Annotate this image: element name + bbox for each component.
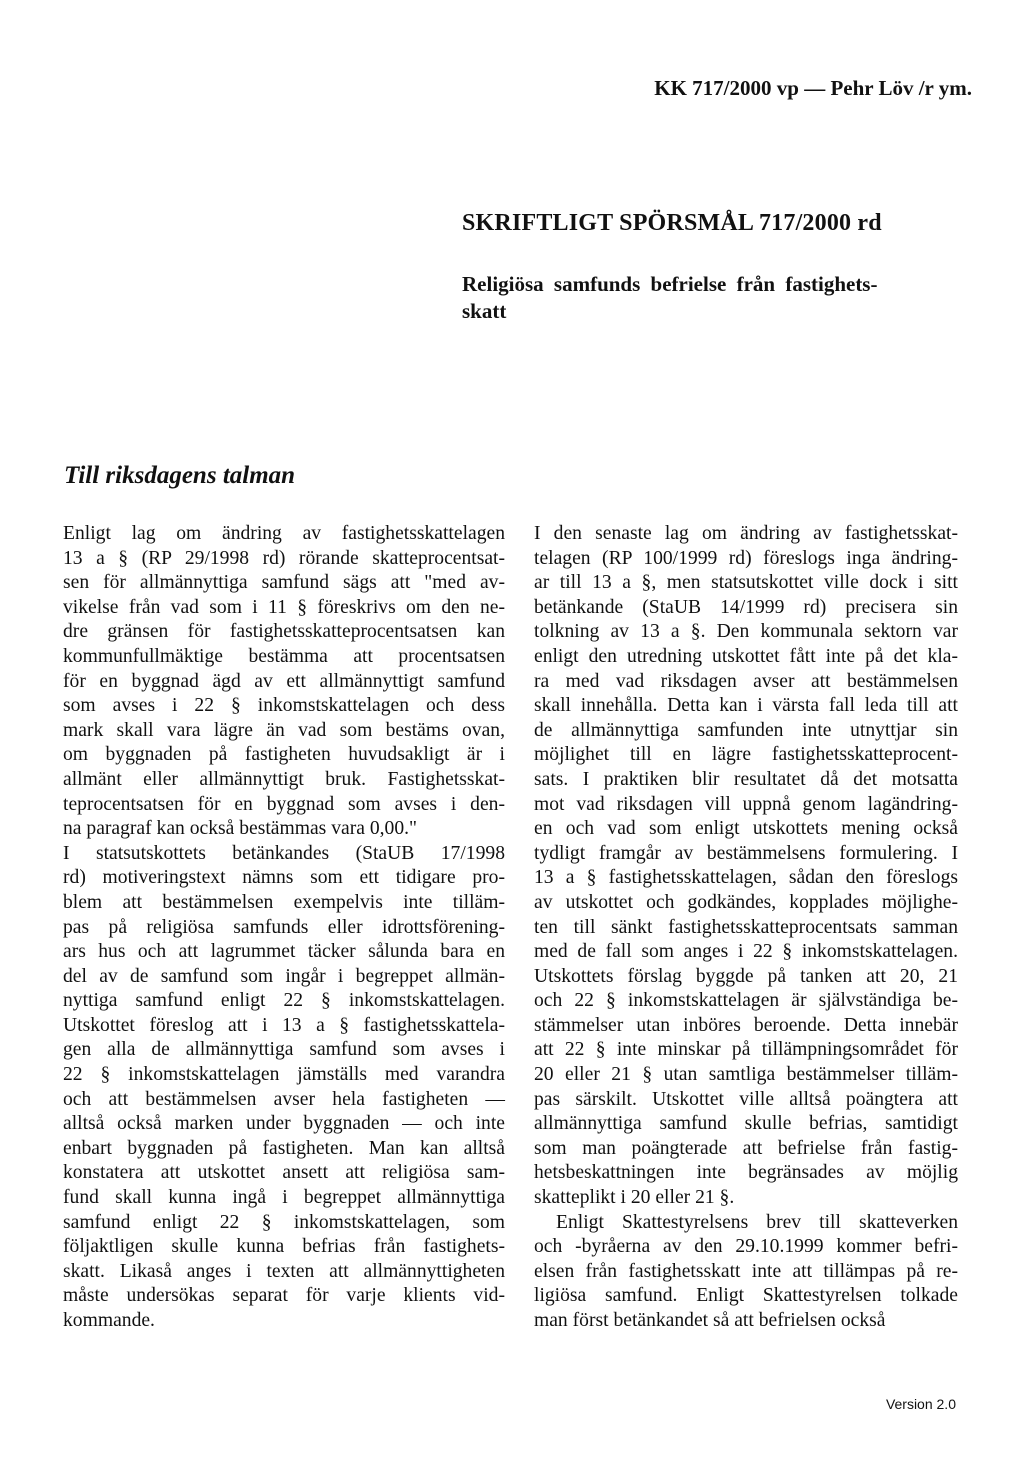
text-line: och att bestämmelsen avser hela fastigheten — — [63, 1088, 505, 1110]
text-line: stämmelser utan inböres beroende. Detta innebär — [534, 1014, 958, 1036]
text-line: fund skall kunna ingå i begreppet allmännyttiga — [63, 1187, 505, 1209]
text-line: del av de samfund som ingår i begreppet allmän- — [63, 965, 505, 987]
text-line: kommunfullmäktige bestämma att procentsatsen — [63, 645, 505, 667]
text-line: tydligt framgår av bestämmelsens formulering. I — [534, 842, 958, 864]
text-line: vikelse från vad som i 11 § föreskrivs om den ne- — [63, 596, 505, 618]
text-line: ars hus och att lagrummet täcker sålunda bara en — [63, 941, 505, 963]
text-line: I den senaste lag om ändring av fastighetsskat- — [534, 523, 958, 544]
text-line: alltså också marken under byggnaden — och inte — [63, 1113, 505, 1135]
text-line: möjlighet till en lägre fastighetsskatteprocent- — [534, 744, 958, 766]
text-line: en och vad som enligt utskottets mening också — [534, 818, 958, 840]
text-line: Enligt Skattestyrelsens brev till skatteverken — [556, 1211, 958, 1233]
text-line: hetsbeskattningen inte begränsades av möjlig — [534, 1162, 958, 1184]
text-line: med de fall som anges i 22 § inkomstskattelagen. — [534, 941, 958, 963]
document-subject — [462, 271, 982, 325]
text-line: man först betänkandet så att befrielsen också — [534, 1310, 886, 1331]
text-line: följaktligen skulle kunna befrias från fastighets- — [63, 1236, 505, 1258]
text-line: rd) motiveringstext nämns som ett tidigare pro- — [63, 867, 505, 889]
text-line: Utskottets förslag byggde på tanken att 20, 21 — [534, 965, 958, 987]
text-line: ten till sänkt fastighetsskatteprocentsats samman — [534, 916, 958, 938]
text-line: som avses i 22 § inkomstskattelagen och dess — [63, 695, 505, 717]
text-line: pas på religiösa samfunds eller idrottsförening- — [63, 916, 505, 938]
text-line: 13 a § (RP 29/1998 rd) rörande skatteprocentsat- — [63, 547, 505, 569]
text-line: nyttiga samfund enligt 22 § inkomstskattelagen. — [63, 990, 505, 1012]
text-line: om byggnaden på fastigheten huvudsakligt är i — [63, 744, 505, 766]
text-line: av utskottet och godkändes, kopplades möjlighe- — [534, 891, 958, 913]
text-line: 13 a § fastighetsskattelagen, sådan den föreslogs — [534, 867, 958, 889]
text-line: ar till 13 a §, men statsutskottet ville dock i sitt — [534, 572, 958, 594]
text-line: allmännyttiga samfund skulle befrias, samtidigt — [534, 1113, 958, 1135]
text-line: skatt. Likaså anges i texten att allmännyttigheten — [63, 1260, 505, 1282]
document-reference: KK 717/2000 vp — Pehr Löv /r ym. — [654, 76, 972, 100]
text-line: skatteplikt i 20 eller 21 §. — [534, 1187, 735, 1209]
subject-line-2: skatt — [462, 299, 507, 323]
text-line: kommande. — [63, 1310, 155, 1331]
text-line: 22 § inkomstskattelagen jämställs med varandra — [63, 1064, 505, 1086]
text-line: elsen från fastighetsskatt inte att tillämpas på re- — [534, 1260, 958, 1282]
text-line: och -byråerna av den 29.10.1999 kommer befri- — [534, 1236, 958, 1258]
text-line: Enligt lag om ändring av fastighetsskattelagen — [63, 523, 505, 544]
text-line: ligiösa samfund. Enligt Skattestyrelsen tolkade — [534, 1285, 958, 1307]
text-line: och 22 § inkomstskattelagen är självständiga be- — [534, 990, 958, 1012]
text-line: I statsutskottets betänkandes (StaUB 17/1998 — [63, 842, 505, 864]
left-text-column — [63, 522, 505, 1334]
text-line: för en byggnad ägd av ett allmännyttigt samfund — [63, 670, 505, 692]
text-line: skall innehålla. Detta kan i värsta fall leda till att — [534, 695, 958, 717]
text-line: dre gränsen för fastighetsskatteprocentsatsen kan — [63, 621, 505, 643]
text-line: na paragraf kan också bestämmas vara 0,00." — [63, 818, 418, 840]
text-line: enligt den utredning utskottet fått inte på det kla- — [534, 645, 958, 667]
text-line: 20 eller 21 § utan samtliga bestämmelser tilläm- — [534, 1064, 958, 1086]
text-line: de allmännyttiga samfunden inte utnyttjar sin — [534, 719, 958, 741]
right-text-column — [534, 522, 958, 1334]
text-line: sats. I praktiken blir resultatet då det motsatta — [534, 768, 958, 790]
text-line: mark skall vara lägre än vad som bestäms ovan, — [63, 719, 505, 741]
text-line: måste undersökas separat för varje klients vid- — [63, 1285, 505, 1307]
text-line: ra med vad riksdagen avser att bestämmelsen — [534, 670, 958, 692]
text-line: att 22 § inte minskar på tillämpningsområdet för — [534, 1039, 958, 1061]
text-line: teprocentsatsen för en byggnad som avses i den- — [63, 793, 505, 815]
salutation: Till riksdagens talman — [64, 462, 296, 489]
document-title: SKRIFTLIGT SPÖRSMÅL 717/2000 rd — [462, 210, 882, 236]
text-line: Utskottet föreslog att i 13 a § fastighetsskattela- — [63, 1014, 505, 1036]
text-line: allmänt eller allmännyttigt bruk. Fastighetsskat- — [63, 768, 505, 790]
text-line: telagen (RP 100/1999 rd) föreslogs inga ändring- — [534, 547, 958, 569]
text-line: pas särskilt. Utskottet ville alltså poängtera att — [534, 1088, 958, 1110]
text-line: tolkning av 13 a §. Den kommunala sektorn var — [534, 621, 958, 643]
text-line: enbart byggnaden på fastigheten. Man kan alltså — [63, 1137, 505, 1159]
text-line: som man poängterade att befrielse från fastig- — [534, 1137, 958, 1159]
text-line: samfund enligt 22 § inkomstskattelagen, som — [63, 1211, 505, 1233]
version-label: Version 2.0 — [885, 1396, 956, 1412]
subject-line-1: Religiösa samfunds befrielse från fastighets- — [462, 272, 878, 296]
text-line: sen för allmännyttiga samfund sägs att "med av- — [63, 572, 505, 594]
text-line: betänkande (StaUB 14/1999 rd) precisera sin — [534, 596, 958, 618]
text-line: konstatera att utskottet ansett att religiösa sam- — [63, 1162, 505, 1184]
text-line: mot vad riksdagen vill uppnå genom lagändring- — [534, 793, 958, 815]
text-line: blem att bestämmelsen exempelvis inte tilläm- — [63, 891, 505, 913]
text-line: gen alla de allmännyttiga samfund som avses i — [63, 1039, 505, 1061]
